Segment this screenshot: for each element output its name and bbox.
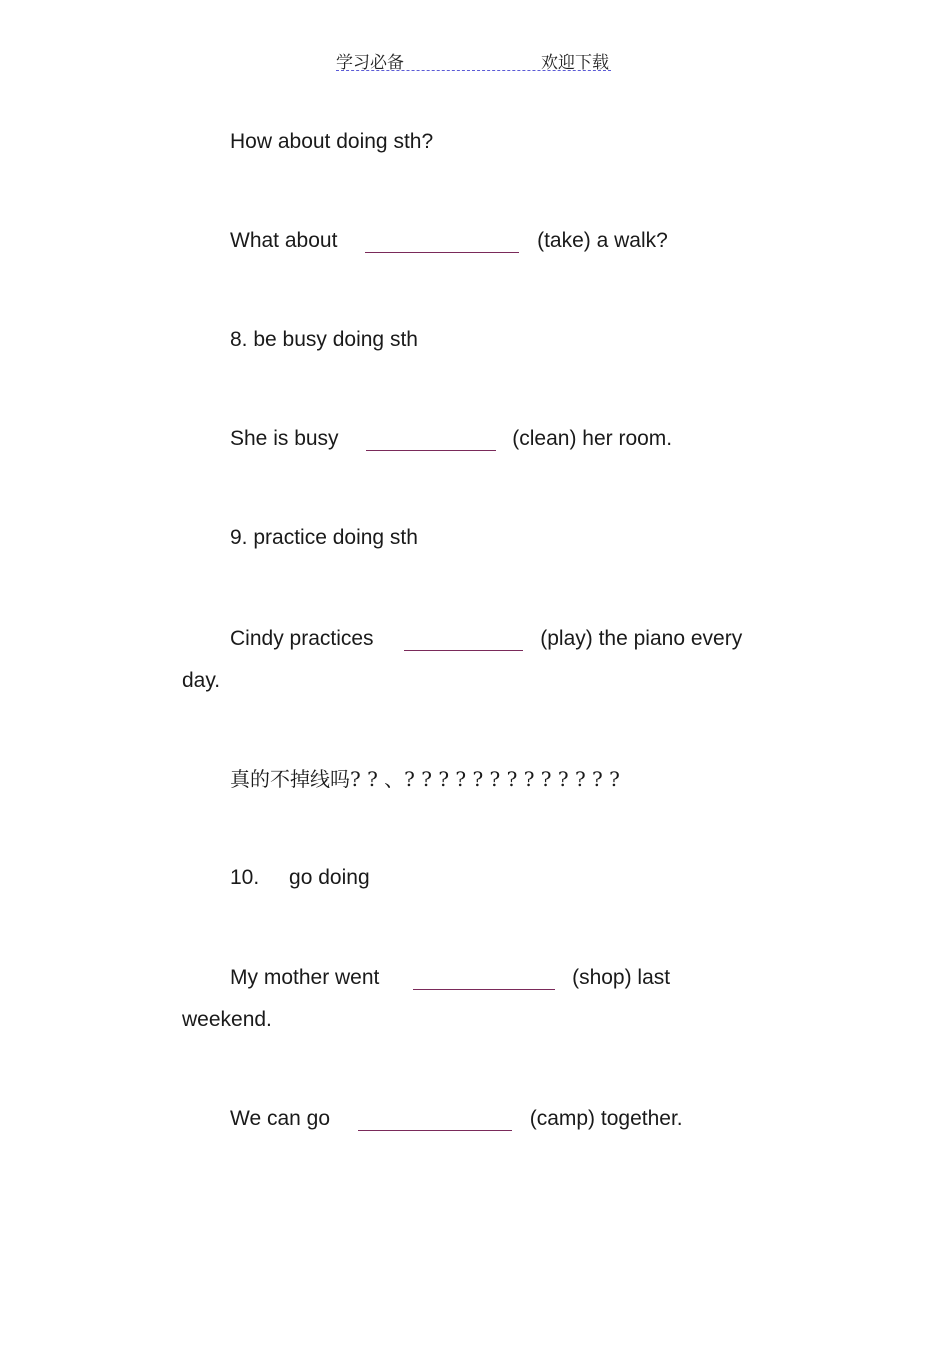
item-10-number: 10. (230, 866, 260, 889)
phrase-how-about: How about doing sth? (230, 130, 434, 153)
exercise-practice-continued: day. (182, 669, 221, 692)
exercise-camp-suffix: (camp) together. (529, 1107, 683, 1130)
exercise-what-about-suffix: (take) a walk? (537, 229, 668, 252)
exercise-what-about-prefix: What about (230, 229, 338, 252)
phrase-item-9: 9. practice doing sth (230, 526, 418, 549)
garbled-line: 真的不掉线吗? ? 、? ? ? ? ? ? ? ? ? ? ? ? ? (230, 767, 620, 791)
answer-blank-clean[interactable] (366, 428, 496, 451)
answer-blank-take[interactable] (365, 230, 519, 253)
answer-blank-camp[interactable] (358, 1108, 512, 1131)
exercise-practice-prefix: Cindy practices (230, 627, 374, 650)
exercise-practice (230, 626, 742, 652)
phrase-item-8: 8. be busy doing sth (230, 328, 418, 351)
exercise-busy-prefix: She is busy (230, 427, 339, 450)
header-right-text: 欢迎下载 (541, 53, 609, 73)
exercise-busy (230, 426, 672, 452)
item-10-text: go doing (289, 866, 370, 889)
exercise-shop (230, 965, 670, 991)
exercise-shop-prefix: My mother went (230, 966, 380, 989)
phrase-item-10 (230, 865, 370, 891)
exercise-shop-suffix: (shop) last (572, 966, 671, 989)
answer-blank-shop[interactable] (413, 967, 555, 990)
exercise-camp-prefix: We can go (230, 1107, 331, 1130)
exercise-practice-suffix: (play) the piano every (540, 627, 743, 650)
exercise-what-about (230, 228, 668, 254)
exercise-shop-continued: weekend. (182, 1008, 272, 1031)
exercise-camp (230, 1106, 683, 1132)
answer-blank-play[interactable] (404, 628, 523, 651)
header-left-text: 学习必备 (336, 53, 404, 73)
exercise-busy-suffix: (clean) her room. (512, 427, 673, 450)
page-header (336, 46, 611, 71)
